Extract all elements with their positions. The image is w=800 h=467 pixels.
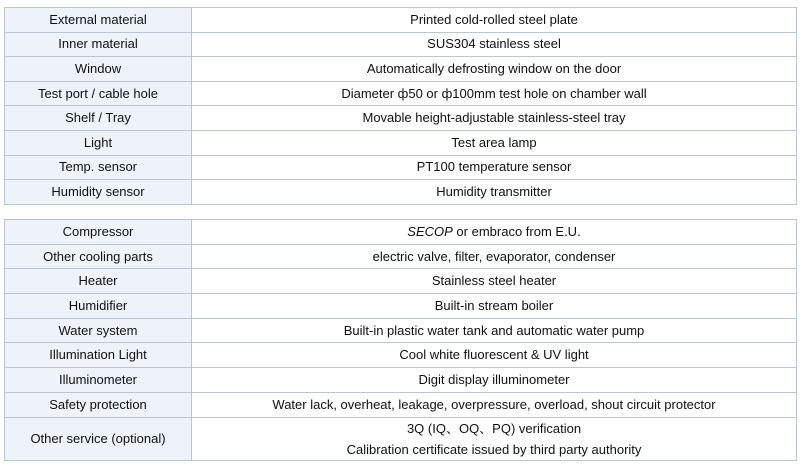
row-label: Humidity sensor	[5, 180, 192, 205]
row-value: Water lack, overheat, leakage, overpressure, overload, shout circuit protector	[192, 392, 797, 417]
row-label: Inner material	[5, 32, 192, 57]
row-value-line: 3Q (IQ、OQ、PQ) verification	[406, 420, 582, 436]
table-row	[5, 155, 797, 180]
table-row	[5, 130, 797, 155]
specifications-table-components	[4, 219, 797, 461]
row-value-line: Calibration certificate issued by third party authority	[346, 441, 642, 457]
row-value: Humidity transmitter	[192, 180, 797, 205]
table-row	[5, 106, 797, 131]
table-row	[5, 417, 797, 460]
row-value: Built-in plastic water tank and automatic water pump	[192, 318, 797, 343]
table-row	[5, 180, 797, 205]
table-row	[5, 343, 797, 368]
row-label: Shelf / Tray	[5, 106, 192, 131]
table-row	[5, 32, 797, 57]
row-label: Window	[5, 57, 192, 82]
table-row	[5, 57, 797, 82]
brand-name: SECOP	[407, 223, 453, 239]
row-value: Automatically defrosting window on the door	[192, 57, 797, 82]
row-value: Movable height-adjustable stainless-steel tray	[192, 106, 797, 131]
table-row	[5, 81, 797, 106]
row-value: Diameter ф50 or ф100mm test hole on chamber wall	[192, 81, 797, 106]
table-row	[5, 294, 797, 319]
row-label: Heater	[5, 269, 192, 294]
row-value: Built-in stream boiler	[192, 294, 797, 319]
table-row	[5, 392, 797, 417]
row-label: Compressor	[5, 220, 192, 245]
table-row	[5, 220, 797, 245]
table-row	[5, 269, 797, 294]
row-value	[192, 417, 797, 460]
row-value: Printed cold-rolled steel plate	[192, 8, 797, 33]
row-label: Other cooling parts	[5, 244, 192, 269]
row-label: Light	[5, 130, 192, 155]
table-row	[5, 318, 797, 343]
row-value: Stainless steel heater	[192, 269, 797, 294]
row-label: Other service (optional)	[5, 417, 192, 460]
row-label: External material	[5, 8, 192, 33]
row-value-text: or embraco from E.U.	[452, 223, 581, 239]
row-label: Humidifier	[5, 294, 192, 319]
row-value: Cool white fluorescent & UV light	[192, 343, 797, 368]
row-value: Test area lamp	[192, 130, 797, 155]
row-label: Illuminometer	[5, 368, 192, 393]
row-value: PT100 temperature sensor	[192, 155, 797, 180]
row-label: Illumination Light	[5, 343, 192, 368]
row-label: Safety protection	[5, 392, 192, 417]
row-value	[192, 220, 797, 245]
row-label: Water system	[5, 318, 192, 343]
row-value: SUS304 stainless steel	[192, 32, 797, 57]
row-value: Digit display illuminometer	[192, 368, 797, 393]
table-row	[5, 8, 797, 33]
row-label: Test port / cable hole	[5, 81, 192, 106]
row-label: Temp. sensor	[5, 155, 192, 180]
table-row	[5, 244, 797, 269]
specifications-table-materials	[4, 7, 797, 205]
table-row	[5, 368, 797, 393]
row-value: electric valve, filter, evaporator, condenser	[192, 244, 797, 269]
